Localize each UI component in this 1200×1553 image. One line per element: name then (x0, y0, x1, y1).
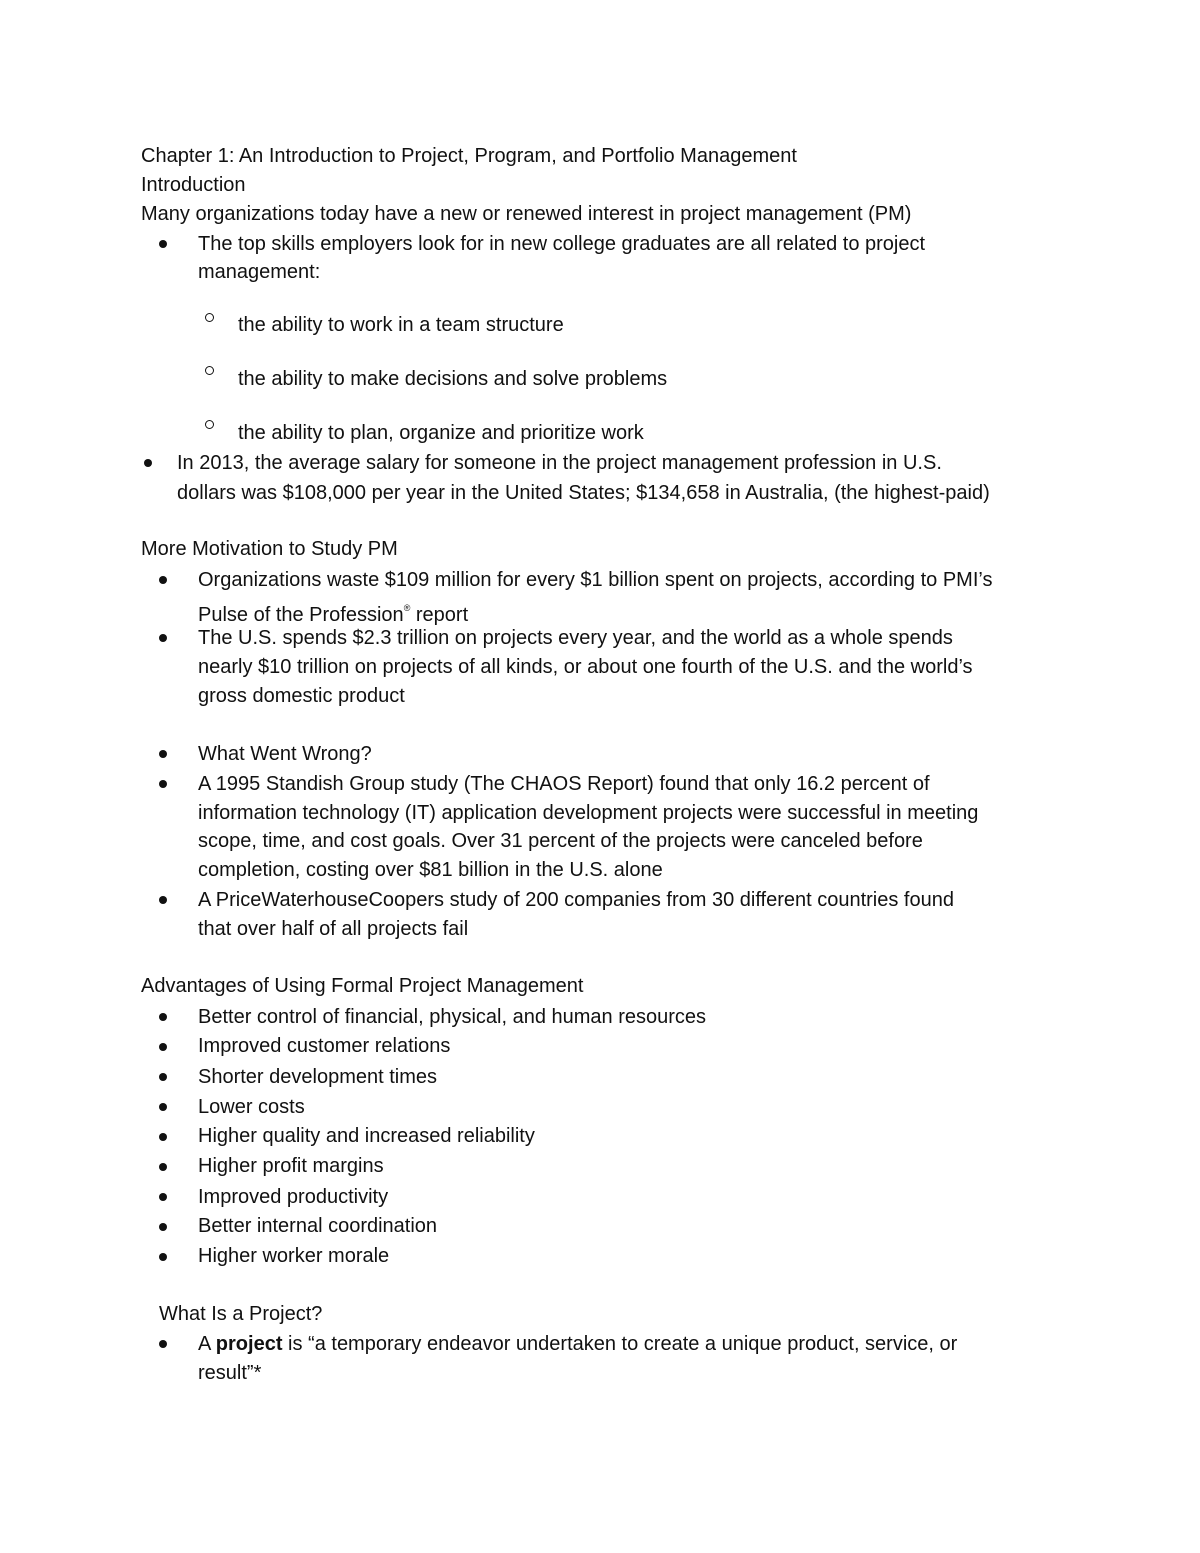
sub-bullet-icon (205, 366, 214, 375)
bullet-icon (159, 1013, 167, 1021)
intro-sub-item-1: the ability to work in a team structure (238, 314, 564, 336)
bullet-icon (159, 1043, 167, 1051)
motivation-b4-line3: scope, time, and cost goals. Over 31 percent of the projects were canceled before (198, 830, 923, 852)
intro-bullet1-line2: management: (198, 261, 321, 283)
bullet-icon (159, 896, 167, 904)
sub-bullet-icon (205, 420, 214, 429)
registered-mark: ® (403, 603, 411, 613)
intro-sub-item-3: the ability to plan, organize and prioritize work (238, 422, 644, 444)
intro-bullet2-line1: In 2013, the average salary for someone in the project management profession in U.S. (177, 452, 942, 474)
intro-bullet2-line2: dollars was $108,000 per year in the United States; $134,658 in Australia, (the highest-paid) (177, 482, 990, 504)
chapter-title: Chapter 1: An Introduction to Project, Program, and Portfolio Management (141, 145, 797, 167)
advantage-item: Better internal coordination (198, 1215, 438, 1237)
advantage-item: Improved customer relations (198, 1035, 451, 1057)
intro-heading: Introduction (141, 174, 246, 196)
bullet-icon (159, 240, 167, 248)
motivation-b2-line1: The U.S. spends $2.3 trillion on projects every year, and the world as a whole spends (198, 627, 953, 649)
bullet-icon (159, 634, 167, 642)
bullet-icon (159, 1103, 167, 1111)
advantage-item: Higher profit margins (198, 1155, 384, 1177)
bullet-icon (159, 780, 167, 788)
advantage-item: Lower costs (198, 1096, 305, 1118)
motivation-b5-line1: A PriceWaterhouseCoopers study of 200 companies from 30 different countries found (198, 889, 954, 911)
advantage-item: Shorter development times (198, 1066, 438, 1088)
sub-bullet-icon (205, 313, 214, 322)
motivation-b2-line3: gross domestic product (198, 685, 405, 707)
motivation-b5-line2: that over half of all projects fail (198, 918, 469, 940)
motivation-b3: What Went Wrong? (198, 743, 372, 765)
bullet-icon (159, 750, 167, 758)
intro-sub-item-2: the ability to make decisions and solve problems (238, 368, 668, 390)
bullet-icon (159, 1193, 167, 1201)
motivation-b4-line2: information technology (IT) application development projects were successful in meeting (198, 802, 979, 824)
motivation-b1-line2: Pulse of the Profession® report (198, 603, 469, 626)
project-b1-line2: result”* (198, 1362, 262, 1384)
advantage-item: Improved productivity (198, 1186, 389, 1208)
intro-lead: Many organizations today have a new or renewed interest in project management (PM) (141, 203, 912, 225)
motivation-b4-line1: A 1995 Standish Group study (The CHAOS Report) found that only 16.2 percent of (198, 773, 930, 795)
project-heading: What Is a Project? (159, 1303, 323, 1325)
intro-bullet1-line1: The top skills employers look for in new college graduates are all related to project (198, 233, 926, 255)
advantages-heading: Advantages of Using Formal Project Management (141, 975, 584, 997)
bullet-icon (159, 1133, 167, 1141)
advantage-item: Higher quality and increased reliability (198, 1125, 535, 1147)
bullet-icon (144, 459, 152, 467)
advantage-item: Better control of financial, physical, and human resources (198, 1006, 707, 1028)
bullet-icon (159, 1253, 167, 1261)
motivation-b4-line4: completion, costing over $81 billion in the U.S. alone (198, 859, 663, 881)
advantage-item: Higher worker morale (198, 1245, 390, 1267)
bullet-icon (159, 1073, 167, 1081)
motivation-b2-line2: nearly $10 trillion on projects of all kinds, or about one fourth of the U.S. and the world’s (198, 656, 973, 678)
bullet-icon (159, 1223, 167, 1231)
motivation-b1-line1: Organizations waste $109 million for every $1 billion spent on projects, according to PMI’s (198, 569, 993, 591)
motivation-heading: More Motivation to Study PM (141, 538, 398, 560)
bullet-icon (159, 1340, 167, 1348)
bullet-icon (159, 1163, 167, 1171)
project-b1-line1: A project is “a temporary endeavor undertaken to create a unique product, service, or (198, 1333, 958, 1355)
bullet-icon (159, 576, 167, 584)
